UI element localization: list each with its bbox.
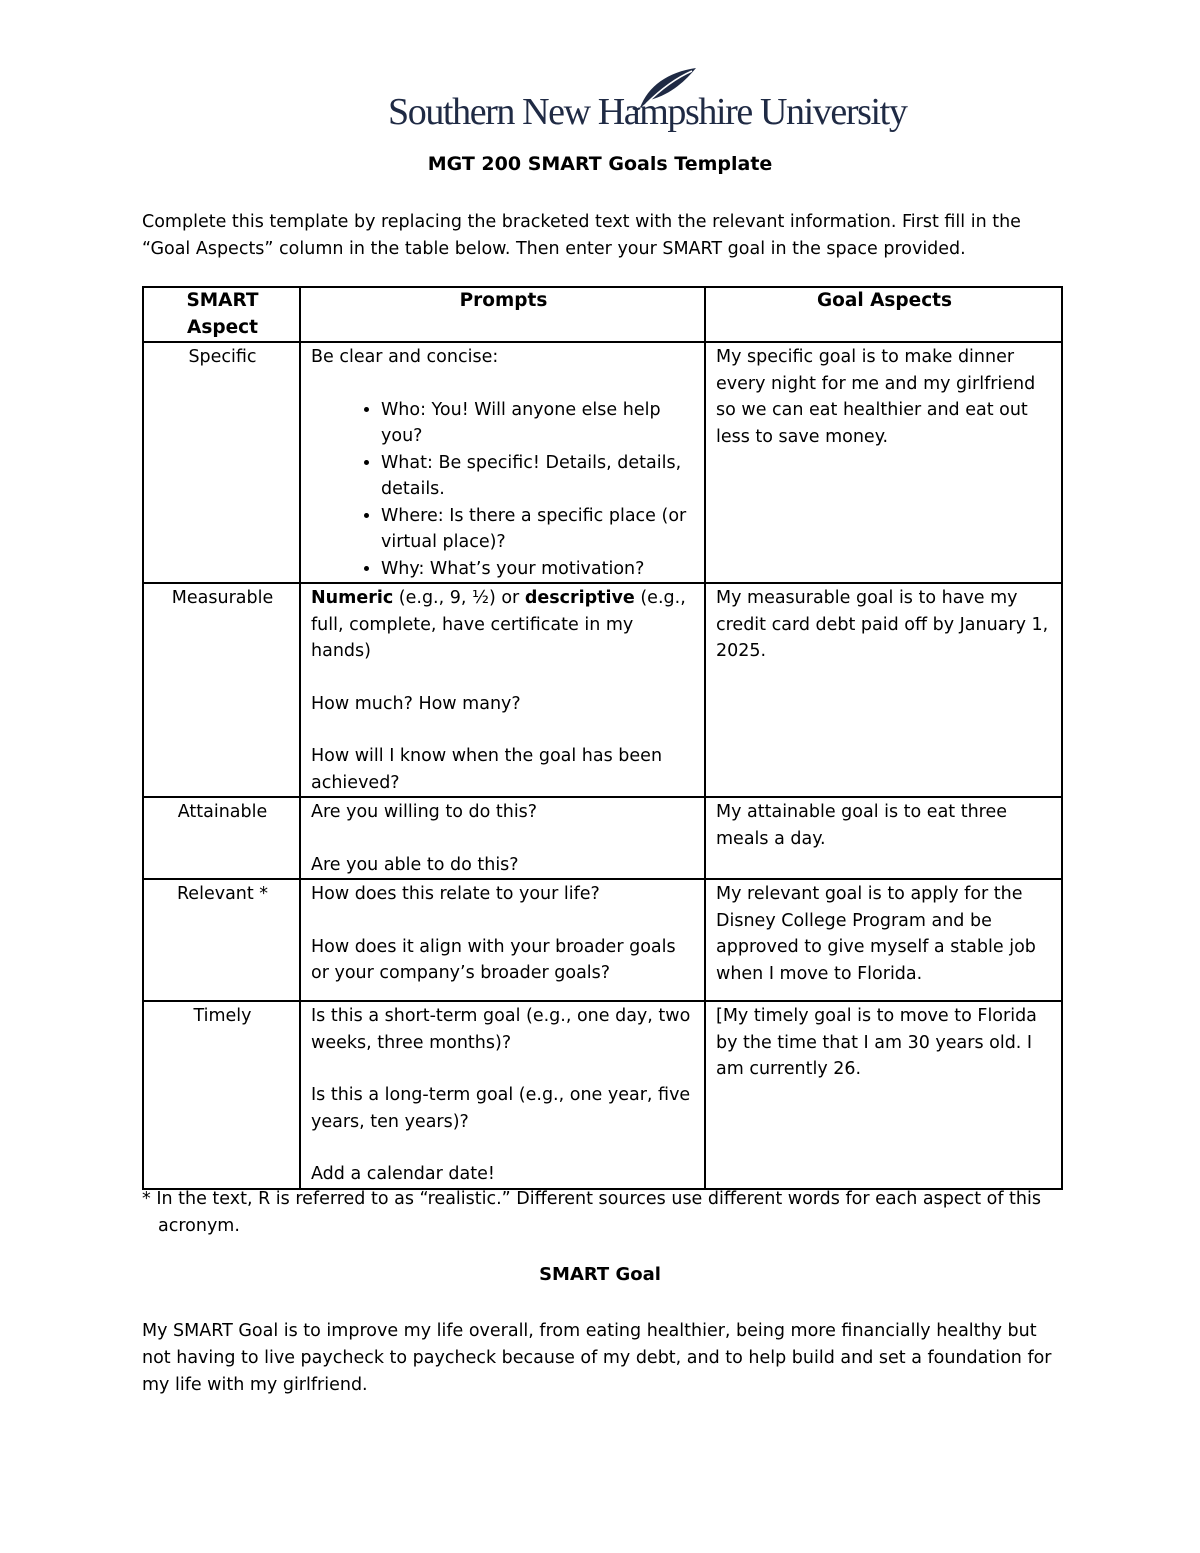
prompt-how-know: How will I know when the goal has been achieved? <box>311 746 663 793</box>
table-row-specific <box>143 342 1062 583</box>
descriptive-label: descriptive <box>524 588 635 608</box>
prompt-relate: How does this relate to your life? <box>311 884 600 904</box>
instructions <box>142 209 1062 263</box>
goal-timely: [My timely goal is to move to Florida by the time that I am 30 years old. I am currently 26. <box>705 1001 1062 1189</box>
numeric-label: Numeric <box>311 588 394 608</box>
prompts-measurable <box>300 583 705 797</box>
aspect-specific: Specific <box>143 342 300 583</box>
table-header-row <box>143 287 1062 342</box>
instructions-line-2: “Goal Aspects” column in the table below. Then enter your SMART goal in the space provided. <box>142 239 966 259</box>
aspect-relevant: Relevant * <box>143 879 300 1001</box>
header-smart-aspect: SMART Aspect <box>143 287 300 342</box>
prompt-intro: Be clear and concise: <box>311 347 499 367</box>
aspect-attainable: Attainable <box>143 797 300 879</box>
document-title: MGT 200 SMART Goals Template <box>427 153 773 175</box>
table-row-timely <box>143 1001 1062 1189</box>
smart-goal-heading: SMART Goal <box>539 1264 661 1285</box>
prompt-able: Are you able to do this? <box>311 854 519 875</box>
goal-measurable: My measurable goal is to have my credit card debt paid off by January 1, 2025. <box>705 583 1062 797</box>
prompt-numeric-descriptive <box>311 585 696 665</box>
table-row-relevant <box>143 879 1062 1001</box>
goal-specific: My specific goal is to make dinner every night for me and my girlfriend so we can eat healthier and eat out less to save money. <box>705 342 1062 583</box>
table-row-measurable <box>143 583 1062 797</box>
prompt-bullet-who: • Who: You! Will anyone else help you? <box>381 397 696 450</box>
prompt-bullet-list <box>311 397 696 583</box>
instructions-line-1: Complete this template by replacing the bracketed text with the relevant information. First fill in the <box>142 212 1021 232</box>
header-goal-aspects: Goal Aspects <box>705 287 1062 342</box>
prompts-relevant <box>300 879 705 1001</box>
numeric-example: (e.g., 9, ½) or <box>393 588 525 608</box>
goal-attainable: My attainable goal is to eat three meals a day. <box>705 797 1062 879</box>
prompt-how-much: How much? How many? <box>311 693 521 714</box>
university-logo <box>388 66 907 138</box>
aspect-timely: Timely <box>143 1001 300 1189</box>
goal-relevant: My relevant goal is to apply for the Disney College Program and be approved to give myself a stable job when I move to Florida. <box>705 879 1062 1001</box>
prompt-calendar-date: Add a calendar date! <box>311 1164 495 1184</box>
prompt-short-term: Is this a short-term goal (e.g., one day, two weeks, three months)? <box>311 1006 691 1053</box>
prompts-specific <box>300 342 705 583</box>
prompt-align: How does it align with your broader goals or your company’s broader goals? <box>311 936 676 983</box>
university-name: Southern New Hampshire University <box>388 91 907 133</box>
prompt-bullet-what: • What: Be specific! Details, details, details. <box>381 450 696 503</box>
prompt-willing: Are you willing to do this? <box>311 802 538 822</box>
table-row-attainable <box>143 797 1062 879</box>
prompt-bullet-where: • Where: Is there a specific place (or virtual place)? <box>381 503 696 556</box>
leaf-icon <box>620 66 700 110</box>
smart-goal-text: My SMART Goal is to improve my life overall, from eating healthier, being more financially healthy but not having to live paycheck to paycheck because of my debt, and to help build and set a foundation for my life with my girlfriend. <box>142 1321 1052 1395</box>
descriptive-example: (e.g., full, complete, have certificate in my hands) <box>311 588 686 661</box>
prompts-attainable <box>300 797 705 879</box>
aspect-measurable: Measurable <box>143 583 300 797</box>
header-prompts: Prompts <box>300 287 705 342</box>
prompt-long-term: Is this a long-term goal (e.g., one year, five years, ten years)? <box>311 1085 691 1132</box>
smart-goals-table <box>142 286 1063 1190</box>
footnote: * In the text, R is referred to as “realistic.” Different sources use different words for each aspect of this acronym. <box>142 1189 1041 1236</box>
prompts-timely <box>300 1001 705 1189</box>
prompt-bullet-why: • Why: What’s your motivation? <box>381 556 696 583</box>
